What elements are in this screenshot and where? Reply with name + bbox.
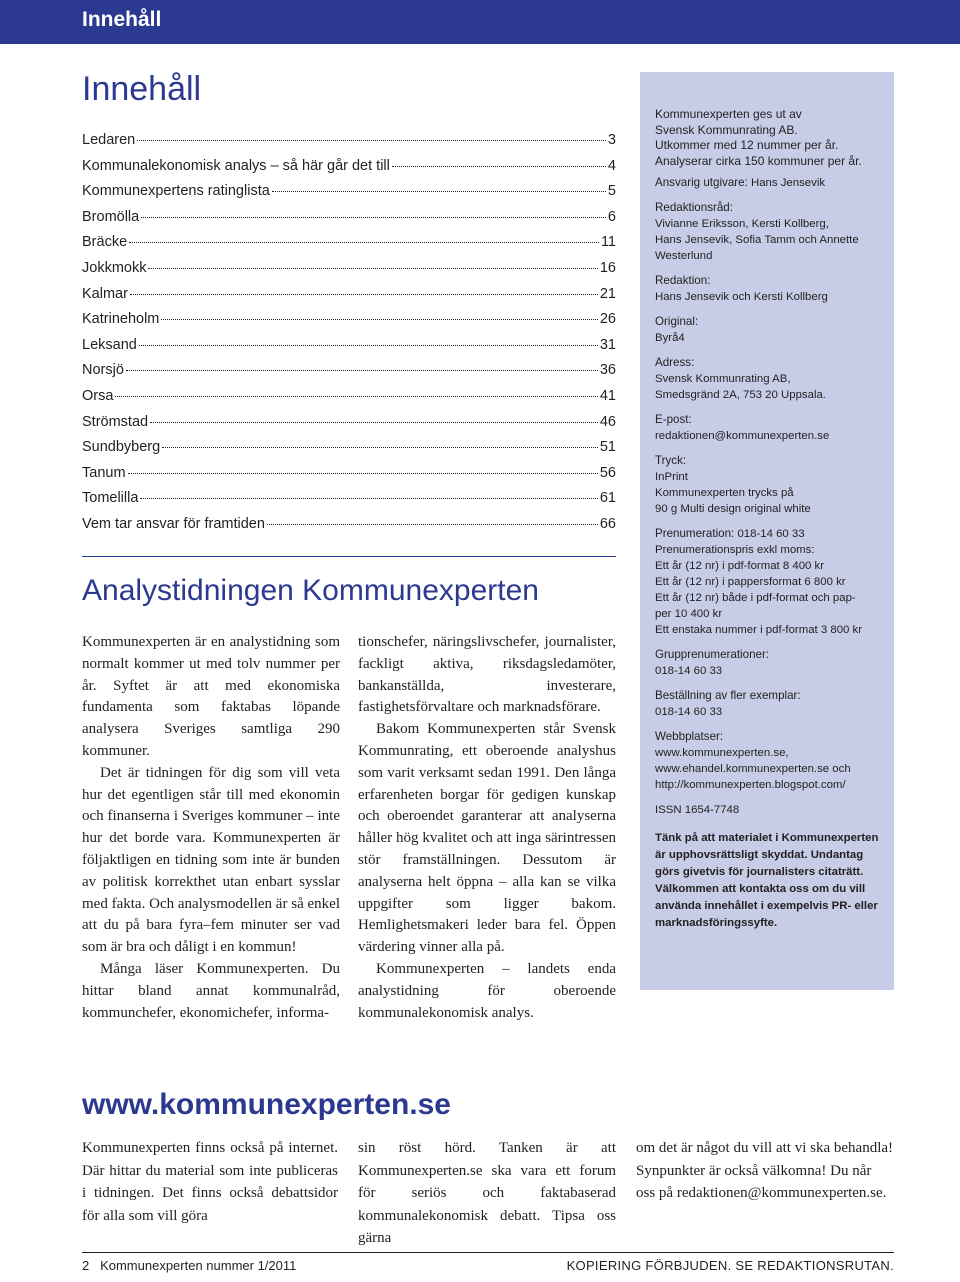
colophon-label: Webbplatser: [655,730,724,743]
toc-item[interactable] [82,490,616,516]
colophon-line: Kommunexperten trycks på [655,487,794,499]
toc-item-label: Bräcke [82,234,128,251]
toc-item-label: Katrineholm [82,311,160,328]
colophon-block [655,355,880,403]
toc-item-page: 61 [599,490,616,507]
colophon-block [655,453,880,517]
colophon-email[interactable]: redaktionen@kommunexperten.se [655,430,830,442]
colophon-line: 90 g Multi design original white [655,503,811,515]
article-column-2 [358,632,616,1024]
website-title[interactable]: www.kommunexperten.se [82,1088,451,1121]
toc-item-label: Leksand [82,336,137,353]
toc-item[interactable] [82,337,616,363]
colophon-link[interactable]: www.kommunexperten.se, [655,747,789,759]
colophon-block [655,200,880,264]
article-paragraph: Bakom Kommunexperten står Svensk Kommunrating, ett oberoende analyshus som varit verksamt sedan 1991. Den långa erfarenheten borgar för gedigen kunskap och oberoendet garanterar att analyserna håller hög kvalitet och att inga särintressen stör framställningen. Dessutom är analyserna helt öppna – alla kan se vilka uppgifter som ligger bakom. Hemlighetsmakeri leder bara fel. Öppen värdering vinner alla på. [358,721,616,956]
toc-item[interactable] [82,209,616,235]
toc-item[interactable] [82,311,616,337]
toc-leader-dots [139,345,598,346]
toc-item-label: Strömstad [82,413,149,430]
colophon-label: Prenumeration: [655,527,735,540]
section-divider [82,556,616,557]
colophon-block [655,729,880,793]
toc-item-page: 51 [599,439,616,456]
toc-item-page: 46 [599,413,616,430]
toc-leader-dots [130,294,598,295]
toc-leader-dots [129,242,599,243]
toc-item[interactable] [82,362,616,388]
colophon-block [655,688,880,720]
article-paragraph: Kommunexperten – landets enda analystidning för oberoende kommunalekonomisk analys. [358,960,616,1021]
toc-leader-dots [115,396,597,397]
toc-leader-dots [137,140,606,141]
toc-leader-dots [392,166,606,167]
colophon-label: Tryck: [655,454,687,467]
toc-item-page: 56 [599,464,616,481]
colophon-box [640,72,894,990]
toc-item-page: 3 [607,132,616,148]
colophon-value: 018-14 60 33 [737,528,805,540]
colophon-line: Utkommer med 12 nummer per år. [655,138,839,152]
colophon-line: per 10 400 kr [655,608,723,620]
toc-leader-dots [162,447,598,448]
toc-item-page: 11 [600,234,616,251]
footer-divider [82,1252,894,1253]
toc-leader-dots [267,524,598,525]
website-paragraph-3: om det är något du vill att vi ska behandla! Synpunkter är också välkomna! Du når oss på redaktionen@kommunexperten.se. [636,1140,894,1201]
toc-leader-dots [140,498,597,499]
toc-item-label: Kommunalekonomisk analys – så här går det till [82,157,390,174]
article-column-1 [82,632,340,1024]
toc-item-page: 16 [599,259,616,276]
website-paragraph-2: sin röst hörd. Tanken är att Kommunexperten.se ska vara ett forum för seriös och faktabaserad kommunalekonomisk debatt. Tipsa oss gärna [358,1140,616,1246]
toc-item-page: 66 [599,515,616,532]
toc-item[interactable] [82,158,616,184]
toc-item-page: 41 [599,387,616,404]
toc-leader-dots [126,370,598,371]
toc-item-label: Jokkmokk [82,259,147,276]
toc-item-page: 26 [599,311,616,328]
toc-item-page: 5 [607,183,616,200]
colophon-line: 018-14 60 33 [655,665,723,677]
toc-item-label: Vem tar ansvar för framtiden [82,515,265,532]
toc-item[interactable] [82,516,616,542]
toc-item[interactable] [82,234,616,260]
colophon-intro [655,107,880,169]
colophon-label: Redaktionsråd: [655,201,733,214]
toc-item[interactable] [82,465,616,491]
toc-item-label: Tanum [82,464,126,481]
footer-copyright: KOPIERING FÖRBJUDEN. SE REDAKTIONSRUTAN. [566,1258,894,1273]
colophon-line: Westerlund [655,250,713,262]
colophon-block [655,273,880,305]
article-paragraph: Det är tidningen för dig som vill veta hur det egentligen står till med ekonomin och finanserna i Sveriges kommuner – inte hur det borde vara. Kommunexperten är följaktligen en tidning som inte är bunden av politisk korrekthet utan enbart sysslar med fakta. Och analysmodellen är så enkel att du på bara fyra–fem minuter ser vad som är bra och dåligt i en kommun! [82,764,340,956]
colophon-label: E-post: [655,413,692,426]
footer-page-info: 2 Kommunexperten nummer 1/2011 [82,1258,297,1273]
article-paragraph: tionschefer, näringslivschefer, journalister, fackligt aktiva, riksdagsledamöter, bankanställda, investerare, fastighetsförvaltare och marknadsförare. [358,634,616,716]
toc-item[interactable] [82,132,616,158]
toc-item-label: Orsa [82,387,114,404]
toc-item-label: Ledaren [82,132,136,148]
website-paragraph-1: Kommunexperten finns också på internet. Där hittar du material som inte publiceras i tidningen. Det finns också debattsidor för alla som vill göra [82,1140,338,1224]
toc-title: Innehåll [82,70,202,108]
colophon-line: Ett enstaka nummer i pdf-format 3 800 kr [655,624,863,636]
colophon-label: Ansvarig utgivare: [655,176,748,189]
colophon-label: Adress: [655,356,695,369]
colophon-line: Vivianne Eriksson, Kersti Kollberg, [655,218,829,230]
colophon-line: Ett år (12 nr) i pdf-format 8 400 kr [655,560,825,572]
colophon-line: Byrå4 [655,332,685,344]
toc-item[interactable] [82,260,616,286]
colophon-label: Grupprenumerationer: [655,648,770,661]
toc-item[interactable] [82,414,616,440]
colophon-label: Beställning av fler exemplar: [655,689,801,702]
article-paragraph: Många läser Kommunexperten. Du hittar bland annat kommunalråd, kommunchefer, ekonomichefer, informa- [82,960,340,1021]
toc-leader-dots [141,217,606,218]
colophon-block [655,314,880,346]
colophon-publisher [655,175,880,191]
toc-item-label: Kommunexpertens ratinglista [82,183,270,200]
copyright-notice: Tänk på att materialet i Kommunexperten är upphovsrättsligt skyddat. Undantag görs givetvis för journalisters citaträtt. Välkommen att kontakta oss om du vill använda innehållet i exempelvis PR- eller marknadsföringssyfte. [655,832,879,929]
article-title: Analystidningen Kommunexperten [82,574,539,607]
toc-item-page: 31 [599,336,616,353]
colophon-line: 018-14 60 33 [655,706,723,718]
article-paragraph: Kommunexperten är en analystidning som normalt kommer ut med tolv nummer per år. Syftet är att med ekonomiska fundamenta som faktabas löpande analysera Sveriges samtliga 290 kommuner. [82,634,340,759]
colophon-line: Svensk Kommunrating AB. [655,122,798,137]
toc-item[interactable] [82,183,616,209]
colophon-link[interactable]: www.ehandel.kommunexperten.se och [655,763,851,775]
colophon-line: Kommunexperten ges ut av [655,107,802,121]
section-header-title: Innehåll [82,8,162,31]
colophon-label: Redaktion: [655,274,711,287]
toc-leader-dots [128,473,598,474]
toc-item-page: 21 [599,285,616,302]
toc-item-page: 6 [607,208,616,225]
toc-item[interactable] [82,388,616,414]
colophon-line: Ett år (12 nr) i pappersformat 6 800 kr [655,576,846,588]
toc-leader-dots [161,319,597,320]
colophon-block [655,647,880,679]
colophon-line: Hans Jensevik och Kersti Kollberg [655,291,828,303]
colophon-line: Prenumerationspris exkl moms: [655,544,815,556]
toc-leader-dots [272,191,606,192]
colophon-line: Analyserar cirka 150 kommuner per år. [655,153,862,168]
toc-leader-dots [150,422,598,423]
colophon-line: InPrint [655,471,688,483]
colophon-block [655,412,880,444]
toc-item[interactable] [82,439,616,465]
colophon-line: Ett år (12 nr) både i pdf-format och pap- [655,592,856,604]
colophon-subscription [655,526,880,638]
toc-leader-dots [148,268,597,269]
colophon-line: Hans Jensevik, Sofia Tamm och Annette [655,234,859,246]
toc-item[interactable] [82,286,616,312]
colophon-line: Svensk Kommunrating AB, [655,373,791,385]
colophon-line: Smedsgränd 2A, 753 20 Uppsala. [655,389,826,401]
colophon-value: Hans Jensevik [750,177,826,189]
toc-item-label: Norsjö [82,362,124,379]
colophon-link[interactable]: http://kommunexperten.blogspot.com/ [655,779,846,791]
toc-item-label: Sundbyberg [82,439,161,456]
toc-item-label: Tomelilla [82,490,139,507]
colophon-label: Original: [655,315,699,328]
toc-item-label: Kalmar [82,285,128,302]
section-header-bar [0,0,960,44]
toc-item-page: 36 [599,362,616,379]
table-of-contents [82,132,616,542]
colophon-issn: ISSN 1654-7748 [655,804,740,816]
toc-item-label: Bromölla [82,208,140,225]
toc-item-page: 4 [607,157,616,174]
